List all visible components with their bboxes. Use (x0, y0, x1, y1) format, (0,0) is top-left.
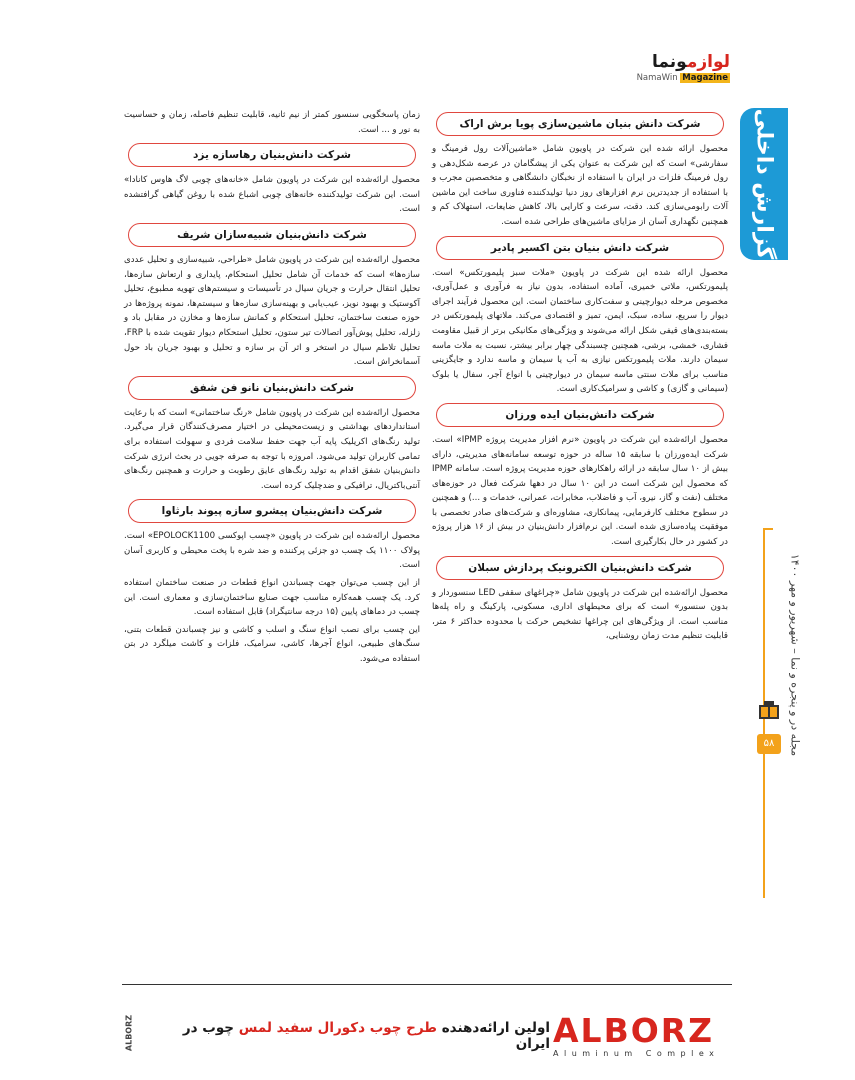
paragraph: این چسب برای نصب انواع سنگ و اسلب و کاشی و نیز چسباندن قطعات بتنی، سنگ‌های طبیعی، انواع آجرها، کاشی، سرامیک، فلزات و کاشت میلگرد در بتن استفاده می‌شود. (124, 624, 420, 665)
paragraph: محصول ارائه‌شده این شرکت در پاویون شامل «خانه‌های چوبی لاگ هاوس کانادا» است. این شرکت تولیدکننده خانه‌های چوبی اشباع شده با روغن گیاهی گرافتشده است. (124, 175, 420, 215)
paragraph: محصول ارائه‌شده این شرکت در پاویون شامل «رنگ ساختمانی» است که با رعایت استانداردهای بهداشتی و زیست‌محیطی در اختیار مصرف‌کنندگان قرار می‌گیرد. تولید رنگ‌های اکریلیک پایه آب جهت حفظ سلامت فردی و سهولت استفاده برای تمامی کاربران تولید می‌شود. امروزه با توجه به صرفه جویی در بحث انرژی شرکت دانش‌بنیان شفق اقدام به تولید رنگ‌های عایق رطوبت و حرارت و همچنین رنگ‌های آنتی‌باکتریال، ترافیکی و ضدچلیک کرده است. (124, 407, 420, 491)
section-title: شرکت دانش‌بنیان پیشرو سازه پیوند بارثاوا (128, 499, 416, 523)
section-title: شرکت دانش‌بنیان نانو فن شفق (128, 376, 416, 400)
column-left (122, 108, 422, 673)
section-title: شرکت دانش‌بنیان شبیه‌سازان شریف (128, 223, 416, 247)
alborz-logo (553, 1013, 733, 1061)
section-title: شرکت دانش‌بنیان رهاسازه یزد (128, 143, 416, 167)
section-body (124, 529, 420, 666)
footer-slogan (150, 1020, 550, 1052)
section-body (124, 173, 420, 217)
section-body (432, 266, 728, 397)
section-title: شرکت دانش بنیان بتن اکسیر پادیر (436, 236, 724, 260)
sidebar-rule-cap (763, 528, 773, 530)
paragraph: محصول ارائه‌شده این شرکت در پاویون شامل «طراحی، شبیه‌سازی و تحلیل عددی سازه‌ها» است که خدمات آن شامل تحلیل استحکام، پایداری و ارتعاش سازه‌ها، تحلیل انتقال حرارت و جریان سیال در تأسیسات و سیستم‌های تهویه مطبوع، تحلیل آکوستیک و بهبود نویز، عیب‌یابی و بهینه‌سازی سازه‌ها و سیستم‌ها، نمونه پروژه‌ها در حوزه صنعت ساختمان، تحلیل استحکام و کمانش سازه‌ها و مخازن در مقابل باد و زلزله، تحلیل پوش‌آور اتصالات تیر ستون، تحلیل استحکام دیوار تقویت شده با FRP، تحلیل تلاطم سیال در استخر و اثر آن بر سازه و تحلیل و بهبود جریان باد حول آسمانخراش است. (124, 254, 420, 368)
alborz-subtitle: Aluminum Complex (553, 1049, 720, 1058)
logo-word-2: نما (651, 52, 677, 72)
slogan-highlight: طرح چوب دکورال سفید لمس (238, 1020, 437, 1036)
window-icon (758, 700, 780, 722)
magazine-logo-fa: لوازمونما (651, 52, 730, 72)
paragraph: زمان پاسخگویی سنسور کمتر از نیم ثانیه، قابلیت تنظیم فاصله، زمان و حساسیت به نور و ... است. (124, 110, 420, 135)
section-title: شرکت دانش‌بنیان ایده ورزان (436, 403, 724, 427)
section-body (124, 253, 420, 370)
page-number: ۵۸ (757, 734, 781, 754)
section-tab (740, 108, 788, 260)
magazine-logo-en (620, 73, 730, 84)
section-body (432, 142, 728, 230)
column-right (430, 108, 730, 650)
footer-rule (122, 984, 732, 985)
footer-vertical-brand-text: ALBORZ (124, 1014, 134, 1052)
paragraph: محصول ارائه‌شده این شرکت در پاویون «نرم افزار مدیریت پروژه IPMP» است. شرکت ایده‌ورزان با سابقه ۱۵ ساله در حوزه توسعه سامانه‌های مدیریتی، دارای بیش از ۱۰ سال سابقه در ارائه راهکارهای حوزه مدیریت پروژه است. سامانه IPMP که محصول این شرکت است در این ۱۰ سال در دهها شرکت فعال در حوزه‌های مختلف (نفت و گاز، نیرو، آب و فاضلاب، مخابرات، عمرانی، خدمات و ...) و همچنین در سطوح مختلف کارفرمایی، پیمانکاری، مشاوره‌ای و شرکت‌های صادر تخصصی با موفقیت پیاده‌سازی شده است. این نرم‌افزار دانش‌بنیان در بیش از ۱۶ هزار پروژه در کشور در حال بکارگیری است. (432, 434, 728, 548)
section-tab-label: گزارش داخلی (751, 108, 777, 260)
magazine-logo (620, 52, 730, 88)
logo-word-1: لوازم (686, 52, 730, 72)
paragraph: از این چسب می‌توان جهت چسباندن انواع قطعات در صنعت ساختمان استفاده کرد. یک چسب همه‌کاره مناسب جهت صنایع ساختمان‌سازی و معماری است. این چسب در دماهای پایین (۱۵ درجه سانتیگراد) قابل استفاده است. (124, 578, 420, 618)
paragraph: محصول ارائه شده این شرکت در پاویون «ملات سبز پلیمورتکس» است. پلیمورتکس، ملاتی خمیری، آماده استفاده، بدون نیاز به فرآوری و عمل‌آوری، مخصوص مرحله دیوارچینی و سفت‌کاری ساختمان است. این محصول فرآیند اجرای دیوار را سریع، ساده، سبک، ایمن، تمیز و اقتصادی می‌کند. ملاتهای پلیمورتکس در بسته‌بندی‌های قیفی شکل ارائه می‌شوند و ویژگی‌های مکانیکی برتر از قبیل مقاومت فشاری، خمشی، برشی، همچنین چسبندگی چهار برابر بیشتر، نسبت به ملات ماسه سیمان دارند. ملات پلیمورتکس نیازی به آب یا سیمان و ماسه ندارد و جایگزینی مناسب برای ملات سنتی ماسه سیمان در دیوارچینی با انواع آجر، سفال یا بلوک (سیمانی و گازی) و کاشی و سرامیک‌کاری است. (432, 267, 728, 395)
magazine-issue-text: مجله در و پنجره و نما – شهریور و مهر ۱۴۰۰ (788, 553, 802, 757)
paragraph: محصول ارائه‌شده این شرکت در پاویون «چسب اپوکسی EPOLOCK1100» است. پولاک ۱۱۰۰ یک چسب دو جزئی پرکننده و ضد شره با پخت محیطی و کاربری آسان است. (124, 531, 421, 571)
logo-en-prefix: NamaWin (636, 73, 678, 83)
paragraph: محصول ارائه‌شده این شرکت در پاویون شامل «چراغهای سقفی LED سنسوردار و بدون سنسور» است که برای محیطهای اداری، مسکونی، پارکینگ و راه پله‌ها مناسب است. از ویژگی‌های این چراغها تشخیص حرکت با محدوده حداکثر ۶ متر، قابلیت تنظیم مدت زمان روشنایی، (432, 587, 728, 642)
section-body (432, 433, 728, 550)
section-title: شرکت دانش‌بنیان الکترونیک پردازش سبلان (436, 556, 724, 580)
section-title: شرکت دانش بنیان ماشین‌سازی پویا برش اراک (436, 112, 724, 136)
logo-en-suffix: Magazine (682, 73, 728, 83)
slogan-part-2: چوب در ایران (182, 1020, 550, 1052)
alborz-wordmark: ALBORZ (553, 1011, 715, 1050)
section-body (124, 406, 420, 494)
paragraph: محصول ارائه شده این شرکت در پاویون شامل «ماشین‌آلات رول فرمینگ و سفارشی» است که این شرکت به عنوان یکی از پیشگامان در عرصه شکل‌دهی و رول فرمینگ فلزات در ایران با استفاده از نخبگان دانشگاهی و متخصصین مجرب و با استفاده از جدیدترین نرم افزارهای روز دنیا تولیدکننده فناوری ساخت این ماشین آلات رابومی‌سازی کند. دقت، سرعت و کارایی بالا، کاهش ضایعات، استهلاک کم و همچنین نگهداری آسان از مزایای ماشین‌های طراحی شده است. (432, 144, 728, 227)
section-body (124, 108, 420, 137)
footer-vertical-brand (122, 1000, 136, 1066)
slogan-part-1: اولین ارائه‌دهنده (441, 1020, 550, 1036)
section-body (432, 586, 728, 644)
